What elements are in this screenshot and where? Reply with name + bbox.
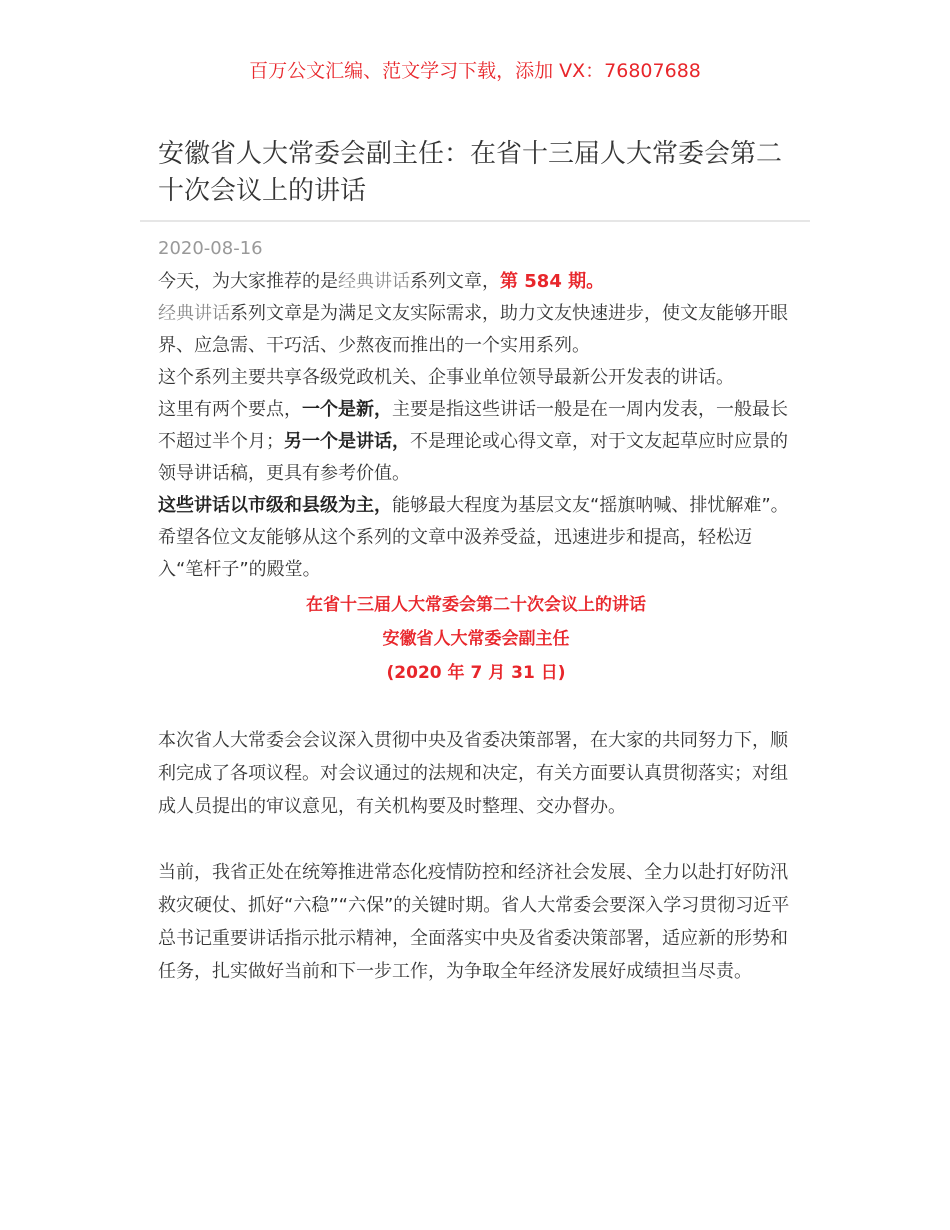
speech-title: 在省十三届人大常委会第二十次会议上的讲话 (306, 595, 646, 615)
intro-paragraph (158, 394, 794, 490)
text: 今天，为大家推荐的是 (158, 271, 338, 292)
text: 主要是指这些讲话一般是在一周内发表，一般最长不超过半个月； (158, 399, 788, 452)
speech-body (158, 724, 794, 1021)
text: 能够最大程度为基层文友“摇旗呐喊、排忧解难”。希望各位文友能够从这个系列的文章中汲养受益，迅速进步和提高，轻松迈入“笔杆子”的殿堂。 (158, 495, 789, 580)
speech-date: (2020 年 7 月 31 日) (386, 663, 566, 683)
bold-text: 一个是新， (302, 399, 392, 420)
intro-paragraph (158, 490, 794, 586)
text: 系列文章， (410, 271, 500, 292)
body-paragraph: 本次省人大常委会会议深入贯彻中央及省委决策部署，在大家的共同努力下，顺利完成了各项议程。对会议通过的法规和决定，有关方面要认真贯彻落实；对组成人员提出的审议意见，有关机构要及时整理、交办督办。 (158, 730, 788, 817)
intro-paragraph: 这个系列主要共享各级党政机关、企事业单位领导最新公开发表的讲话。 (158, 367, 734, 388)
body-paragraph: 当前，我省正处在统筹推进常态化疫情防控和经济社会发展、全力以赴打好防汛救灾硬仗、抓好“六稳”“六保”的关键时期。省人大常委会要深入学习贯彻习近平总书记重要讲话指示批示精神，全面落实中央及省委决策部署，适应新的形势和任务，扎实做好当前和下一步工作，为争取全年经济发展好成绩担当尽责。 (158, 862, 790, 982)
series-name: 经典讲话 (338, 271, 410, 292)
article-title: 安徽省人大常委会副主任：在省十三届人大常委会第二十次会议上的讲话 (158, 139, 783, 206)
speech-speaker: 安徽省人大常委会副主任 (382, 629, 570, 649)
bold-text: 这些讲话以市级和县级为主， (158, 495, 392, 516)
text: 不是理论或心得文章，对于文友起草应时应景的领导讲话稿，更具有参考价值。 (158, 431, 788, 484)
text: 这里有两个要点， (158, 399, 302, 420)
issue-number: 第 584 期。 (500, 271, 605, 292)
divider (140, 220, 810, 222)
intro-paragraph (158, 298, 794, 362)
series-name: 经典讲话 (158, 303, 230, 324)
intro-paragraph (158, 266, 794, 298)
bold-text: 另一个是讲话， (284, 431, 410, 452)
promo-banner: 百万公文汇编、范文学习下载，添加 VX：76807688 (249, 60, 701, 82)
text: 系列文章是为满足文友实际需求，助力文友快速进步，使文友能够开眼界、应急需、干巧活、少熬夜而推出的一个实用系列。 (158, 303, 788, 356)
publish-date: 2020-08-16 (158, 238, 263, 259)
intro-section (158, 266, 794, 690)
